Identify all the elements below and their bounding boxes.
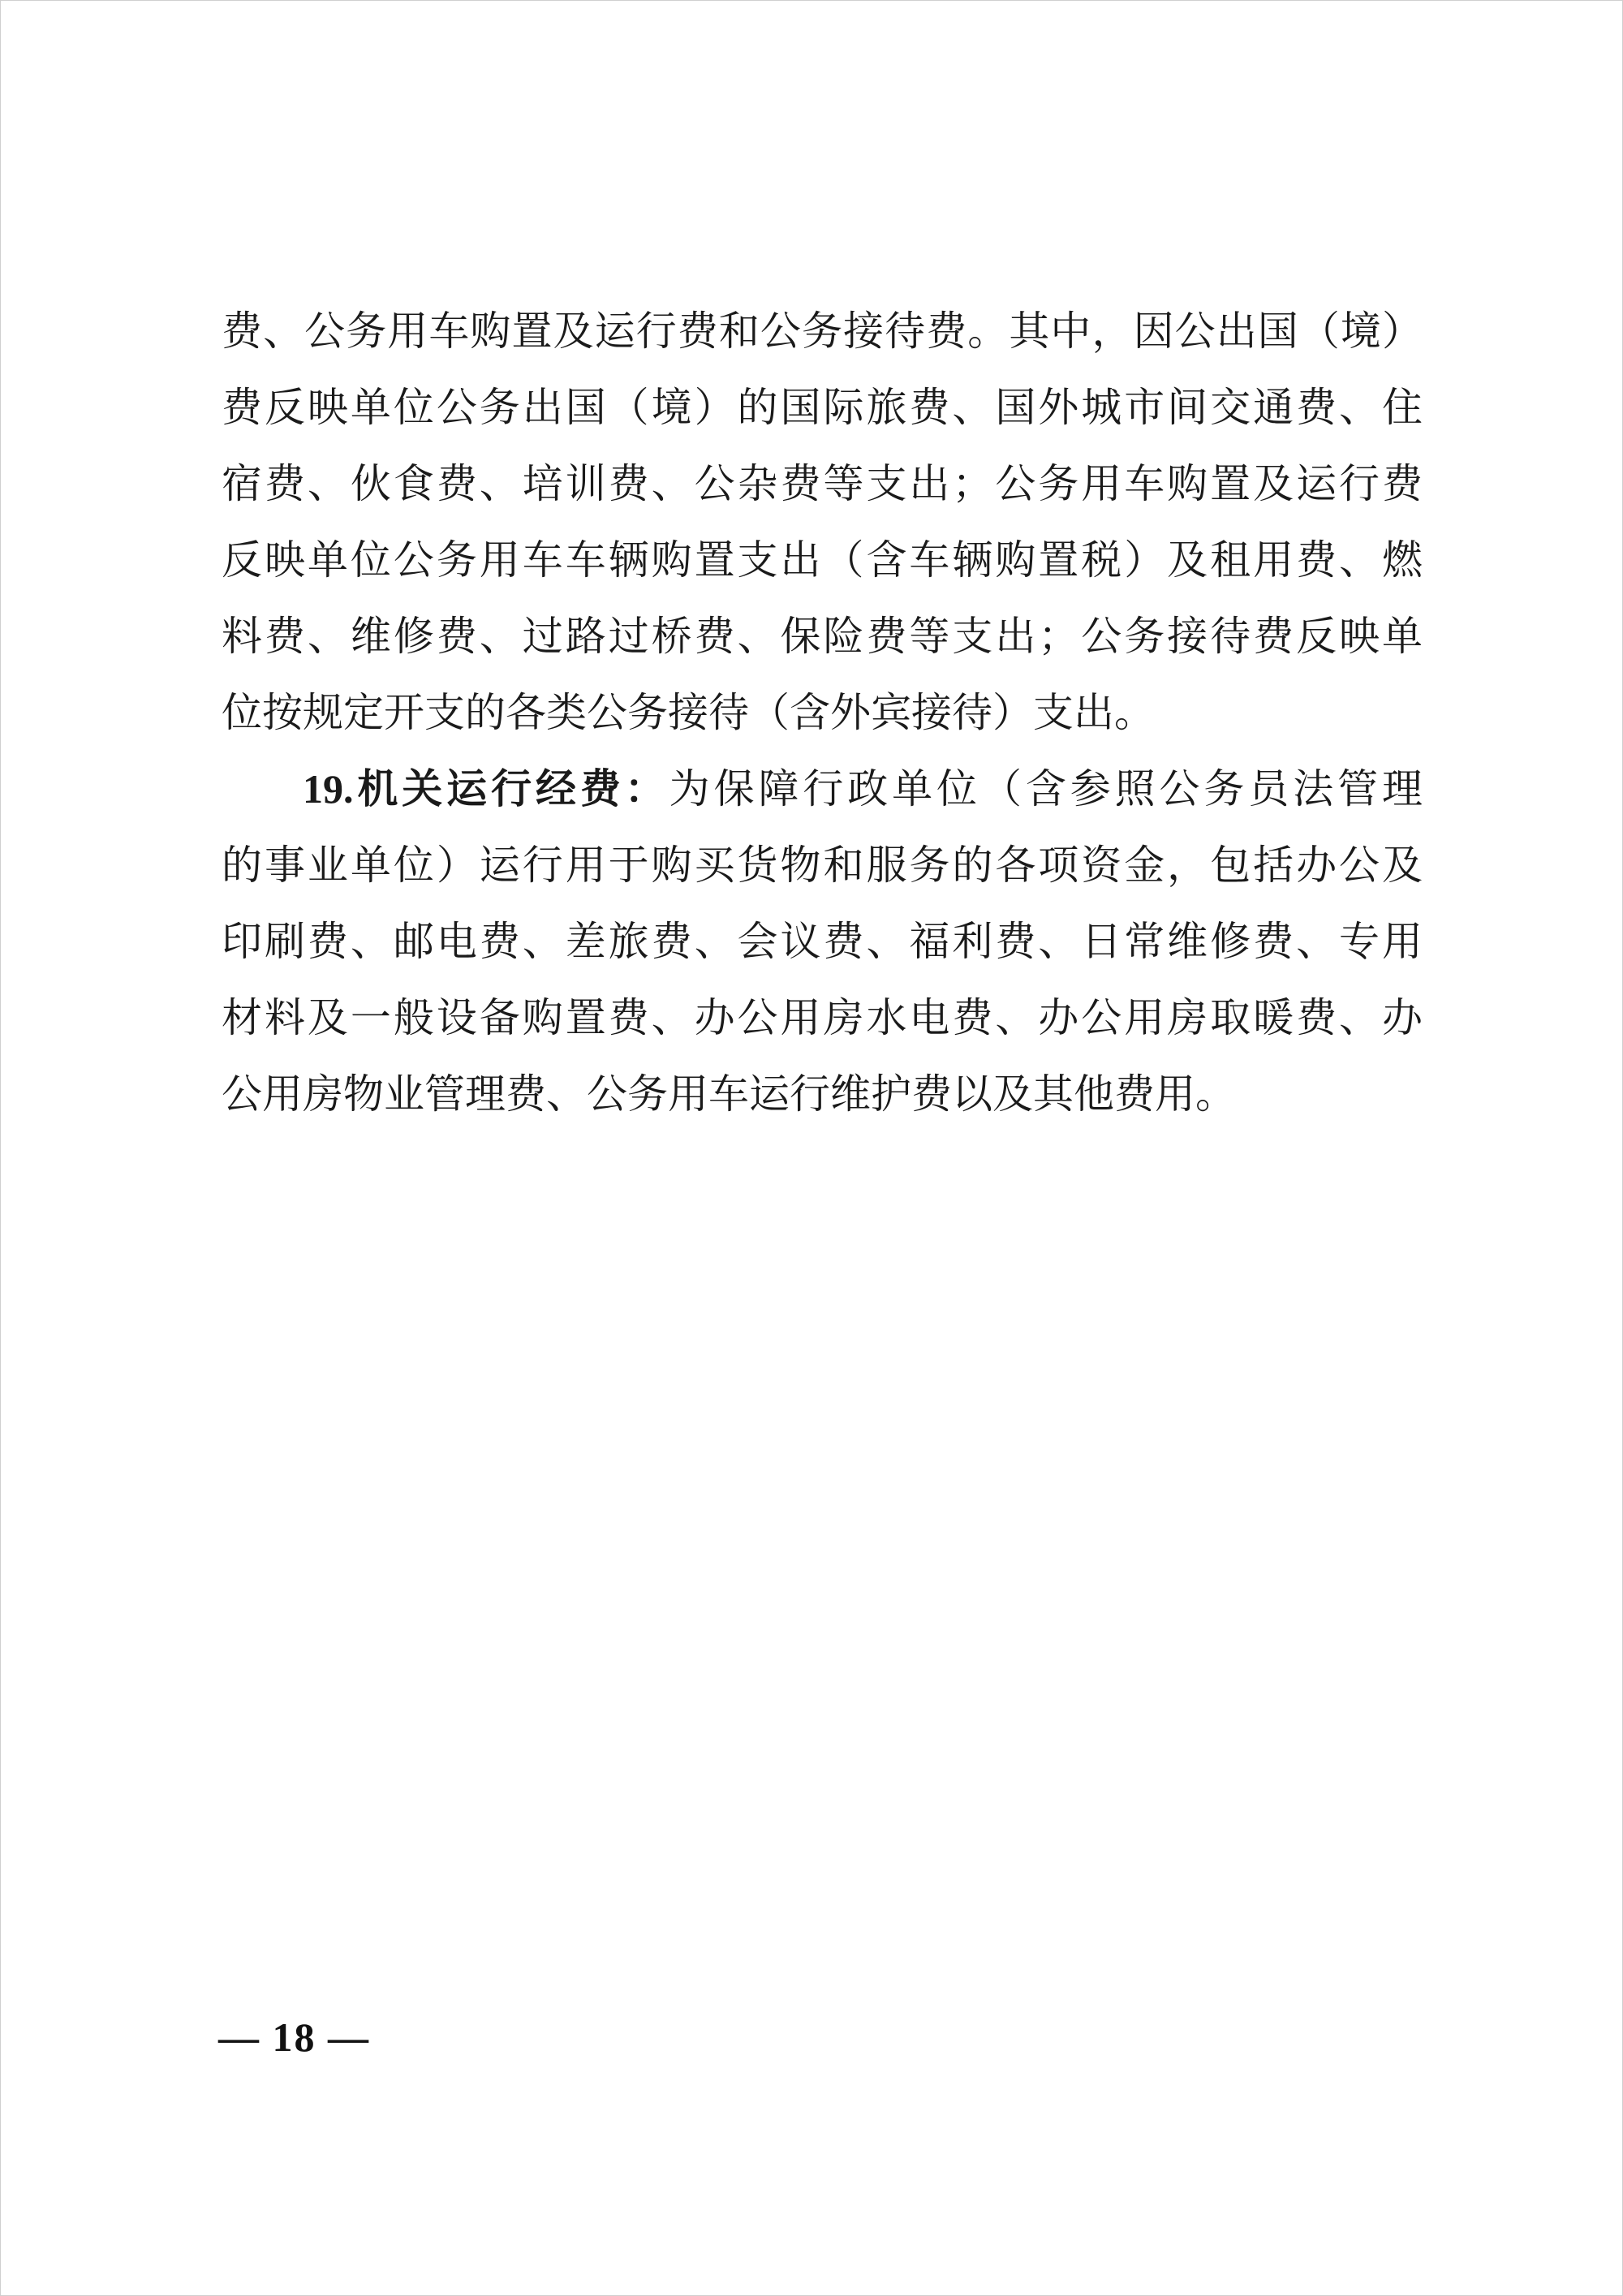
paragraph-2-line: 公用房物业管理费、公务用车运行维护费以及其他费用。 <box>222 1070 1236 1118</box>
paragraph-1-line: 反映单位公务用车车辆购置支出（含车辆购置税）及租用费、燃 <box>222 536 1423 584</box>
paragraph-2-line: 印刷费、邮电费、差旅费、会议费、福利费、日常维修费、专用 <box>222 918 1423 965</box>
term-label: 机关运行经费： <box>353 765 669 812</box>
paragraph-1-line: 位按规定开支的各类公务接待（含外宾接待）支出。 <box>222 689 1155 736</box>
paragraph-2-first-line <box>222 751 1423 827</box>
paragraph-1-line: 费、公务用车购置及运行费和公务接待费。其中，因公出国（境） <box>222 308 1423 355</box>
paragraph-2-line: 的事业单位）运行用于购买货物和服务的各项资金，包括办公及 <box>222 842 1423 889</box>
term-definition-start: 为保障行政单位（含参照公务员法管理 <box>669 765 1423 812</box>
paragraph-1-line: 费反映单位公务出国（境）的国际旅费、国外城市间交通费、住 <box>222 384 1423 431</box>
term-number: 19. <box>303 766 354 812</box>
paragraph-2 <box>222 751 1423 1132</box>
paragraph-1-line: 宿费、伙食费、培训费、公杂费等支出；公务用车购置及运行费 <box>222 460 1423 507</box>
page-number: — 18 — <box>218 2014 370 2060</box>
paragraph-1-line: 料费、维修费、过路过桥费、保险费等支出；公务接待费反映单 <box>222 613 1423 660</box>
paragraph-2-line: 材料及一般设备购置费、办公用房水电费、办公用房取暖费、办 <box>222 994 1423 1041</box>
paragraph-1 <box>222 293 1423 751</box>
